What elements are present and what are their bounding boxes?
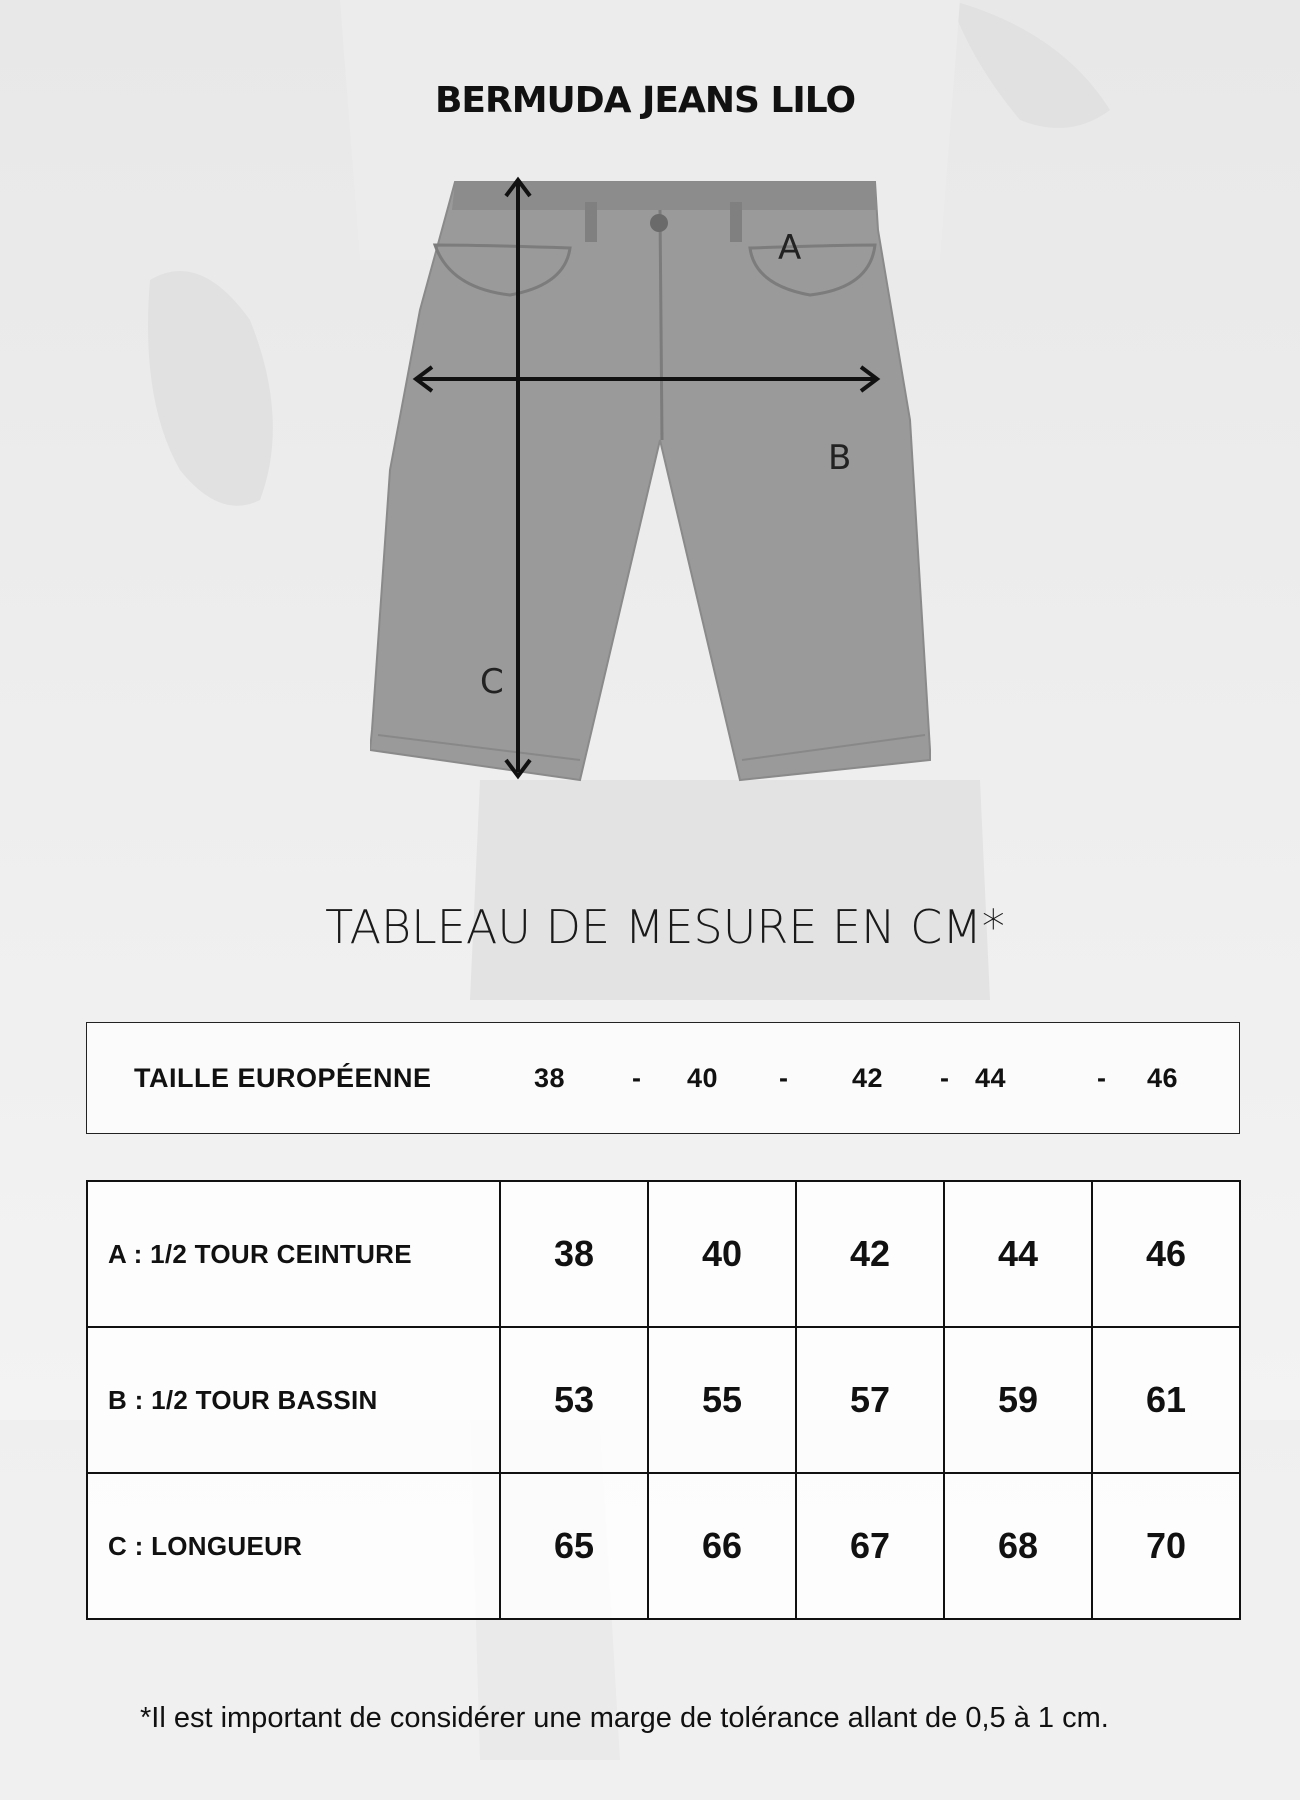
label-b: B <box>828 438 852 478</box>
table-cell: 44 <box>944 1181 1092 1327</box>
row-label: B : 1/2 TOUR BASSIN <box>87 1327 500 1473</box>
table-row <box>87 1473 1240 1619</box>
eu-size-bar <box>86 1022 1240 1134</box>
table-row <box>87 1327 1240 1473</box>
row-label: A : 1/2 TOUR CEINTURE <box>87 1181 500 1327</box>
table-cell: 67 <box>796 1473 944 1619</box>
size-value: 44 <box>975 1063 1007 1093</box>
label-c: C <box>480 662 504 702</box>
measurement-table <box>86 1180 1241 1620</box>
table-cell: 40 <box>648 1181 796 1327</box>
size-value: 38 <box>534 1063 566 1093</box>
shorts-illustration <box>370 182 930 780</box>
table-cell: 46 <box>1092 1181 1240 1327</box>
size-value: 40 <box>687 1063 719 1093</box>
table-cell: 38 <box>500 1181 648 1327</box>
table-cell: 70 <box>1092 1473 1240 1619</box>
table-cell: 65 <box>500 1473 648 1619</box>
table-heading: TABLEAU DE MESURE EN CM* <box>325 900 1005 954</box>
table-cell: 53 <box>500 1327 648 1473</box>
product-title: BERMUDA JEANS LILO <box>434 80 856 121</box>
size-separator: - <box>632 1063 642 1093</box>
table-cell: 66 <box>648 1473 796 1619</box>
table-cell: 55 <box>648 1327 796 1473</box>
size-separator: - <box>1097 1063 1107 1093</box>
size-separator: - <box>940 1063 950 1093</box>
size-bar-label: TAILLE EUROPÉENNE <box>134 1063 432 1093</box>
size-separator: - <box>779 1063 789 1093</box>
tolerance-footnote: *Il est important de considérer une marge de tolérance allant de 0,5 à 1 cm. <box>140 1702 1109 1734</box>
row-label: C : LONGUEUR <box>87 1473 500 1619</box>
label-a: A <box>778 228 802 268</box>
table-cell: 57 <box>796 1327 944 1473</box>
table-row <box>87 1181 1240 1327</box>
table-cell: 42 <box>796 1181 944 1327</box>
table-cell: 59 <box>944 1327 1092 1473</box>
size-value: 42 <box>852 1063 884 1093</box>
table-cell: 61 <box>1092 1327 1240 1473</box>
table-cell: 68 <box>944 1473 1092 1619</box>
shorts-diagram <box>370 170 940 790</box>
size-value: 46 <box>1147 1063 1179 1093</box>
